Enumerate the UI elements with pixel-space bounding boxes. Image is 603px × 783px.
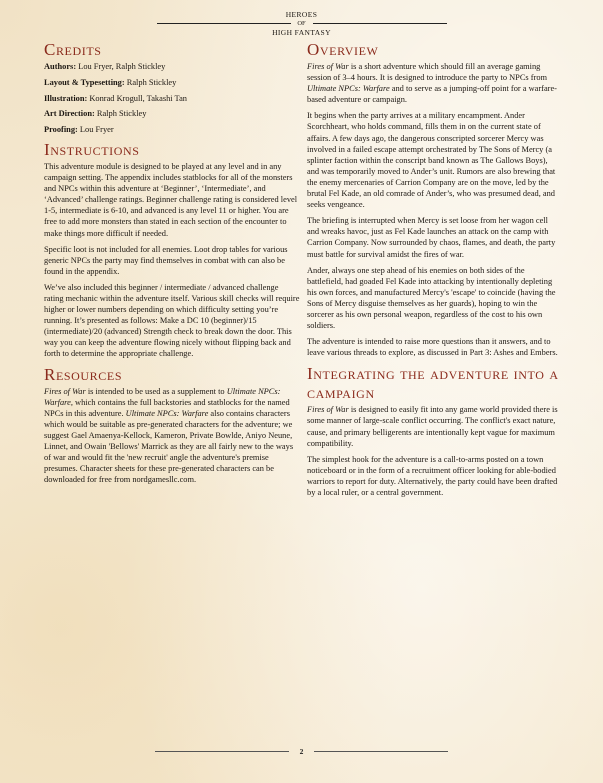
credit-value: Lou Fryer, Ralph Stickley: [76, 62, 166, 71]
credits-heading: Credits: [44, 40, 102, 59]
book-title: Fires of War: [307, 62, 349, 71]
resources-section: [44, 365, 300, 486]
integrating-heading: Integrating the adventure into a campaign: [307, 364, 559, 403]
header-title-line1: HEROES: [285, 10, 318, 19]
text-run: is designed to easily fit into any game world provided there is some manner of large-scale conflict occurring. The conflict's exact nature, cause, and primary belligerents are intentionally kept vague for maximum compatibility.: [307, 405, 558, 448]
header-divider: [157, 19, 447, 28]
overview-paragraph: It begins when the party arrives at a military encampment. Ander Scorchheart, who holds command, fills them in on the current state of affairs. A few days ago, the dangerous conscripted sorcerer Mercy was involved in a failed escape attempt orchestrated by The Sons of Mercy (a splinter faction within the conscript band known as The Gallows Boys), and was temporarily moved to Ander’s unit. Rumors are also brewing that the enemy mercenaries of Carrion Company are on the move, led by the brutal Fel Kade, an old comrade of Ander’s, who was presumed dead, and seeks vengeance.: [307, 111, 556, 210]
instructions-paragraph: Specific loot is not included for all enemies. Loot drop tables for various generic NPCs the party may find themselves in combat with can also be found in the appendix.: [44, 244, 288, 276]
credit-label: Authors:: [44, 62, 77, 71]
resources-paragraph: [44, 386, 300, 486]
overview-paragraph: Ander, always one step ahead of his enemies on both sides of the battlefield, had goaded Fel Kade into attacking by intentionally depleting his own forces, and manufactured Mercy's 'escape' to coincide (having the Sons of Mercy disguise themselves as her guards), hoping to win the sorcerer as his own personal weapon, regardless of the cost to his own soldiers.: [307, 265, 556, 331]
integrating-paragraph: The simplest hook for the adventure is a call-to-arms posted on a town noticeboard or in the form of a recruitment officer looking for able-bodied warriors to report for duty. Alternatively, the party could have been drafted by a local ruler, or a central government.: [307, 454, 558, 497]
credit-label: Layout & Typesetting:: [44, 77, 125, 87]
instructions-paragraph: We’ve also included this beginner / intermediate / advanced challenge rating mechanic within the adventure itself. Various skill checks will require higher or lower numbers depending on which difficulty setting you’re running. It’s presented as follows: Make a DC 10 (beginner)/15 (intermediate)/20 (advanced) Strength check to break down the door. This way you can keep the adventure flowing nicely without flipping back and forth to determine the appropriate challenge.: [44, 282, 300, 359]
overview-paragraph: [307, 61, 561, 105]
instructions-section: [44, 140, 300, 360]
text-run: also contains characters which would be suitable as pre-generated characters for the adventure; we suggest Gael Amaenya-Kellock, Kameron, Private Bowlde, Aniyo Neune, Linnet, and Owain 'Bellows' Marrick as they are all fairly new to the ways of war and would fit the 'new recruit' angle the adventure's premise presumes. Character sheets for these pre-generated characters can be downloaded for free from nordgamesllc.com.: [44, 408, 294, 485]
running-header: [0, 10, 603, 37]
book-title: Fires of War: [44, 386, 86, 396]
credit-label: Proofing:: [44, 125, 78, 135]
credit-value: Lou Fryer: [77, 125, 114, 135]
text-run: is intended to be used as a supplement to: [85, 386, 227, 396]
book-title: Fires of War: [307, 405, 349, 415]
right-column: [307, 40, 561, 503]
credit-art-direction: [44, 108, 300, 119]
overview-paragraph: The adventure is intended to raise more questions than it answers, and to leave various threads to explore, as discussed in Part 3: Ashes and Embers.: [307, 337, 558, 358]
credit-authors: [44, 61, 300, 72]
header-title-line2: OF: [297, 20, 306, 27]
book-title: Ultimate NPCs: Warfare: [125, 408, 209, 418]
overview-section: [307, 40, 561, 358]
instructions-paragraph: This adventure module is designed to be played at any level and in any campaign setting. The appendix includes statblocks for all of the monsters and NPCs within this adventure at ‘Beginner’, ‘Intermediate’, and ‘Advanced’ challenge ratings. Beginner challenge rating is considered level 1-5, intermediate is 6-10, and advanced is any level 11 or higher. You are free to add more monsters than stated in each section of the encounter to make things more difficult if needed.: [44, 161, 298, 238]
instructions-heading: Instructions: [44, 139, 140, 159]
credits-section: [44, 40, 300, 135]
credit-illustration: [44, 93, 300, 104]
integrating-paragraph: [307, 404, 561, 448]
book-title: Ultimate NPCs: Warfare: [307, 84, 390, 94]
left-column: [44, 40, 300, 490]
header-title-line3: HIGH FANTASY: [272, 28, 331, 37]
header-rule-right: [313, 23, 447, 24]
overview-heading: Overview: [307, 40, 379, 59]
resources-heading: Resources: [44, 364, 123, 384]
credit-value: Konrad Krogull, Takashi Tan: [87, 93, 187, 103]
credit-proofing: [44, 124, 300, 135]
integrating-section: [307, 364, 561, 498]
credit-label: Illustration:: [44, 93, 88, 103]
credit-label: Art Direction:: [44, 109, 95, 119]
credit-value: Ralph Stickley: [124, 77, 177, 87]
book-title: Ultimate NPCs: Warfare: [44, 386, 281, 407]
footer-rule-right: [314, 751, 448, 752]
credit-value: Ralph Stickley: [94, 109, 147, 119]
text-run: is a short adventure which should fill an average gaming session of 3–4 hours. It is designed to introduce the party to NPCs from: [307, 62, 548, 83]
page-footer: [155, 746, 448, 758]
text-run: and to serve as a jumping-off point for a warfare-based adventure or campaign.: [307, 84, 557, 105]
credit-layout: [44, 77, 300, 88]
overview-paragraph: The briefing is interrupted when Mercy is set loose from her wagon cell and wreaks havoc, just as Fel Kade launches an attack on the camp with Carrion Company. Now surrounded by chaos, flames, and death, the party must battle for survival amidst the fires of war.: [307, 216, 556, 259]
text-run: , which contains the full backstories and statblocks for the named NPCs in this adventure.: [44, 397, 290, 418]
page-number: 2: [299, 747, 304, 756]
